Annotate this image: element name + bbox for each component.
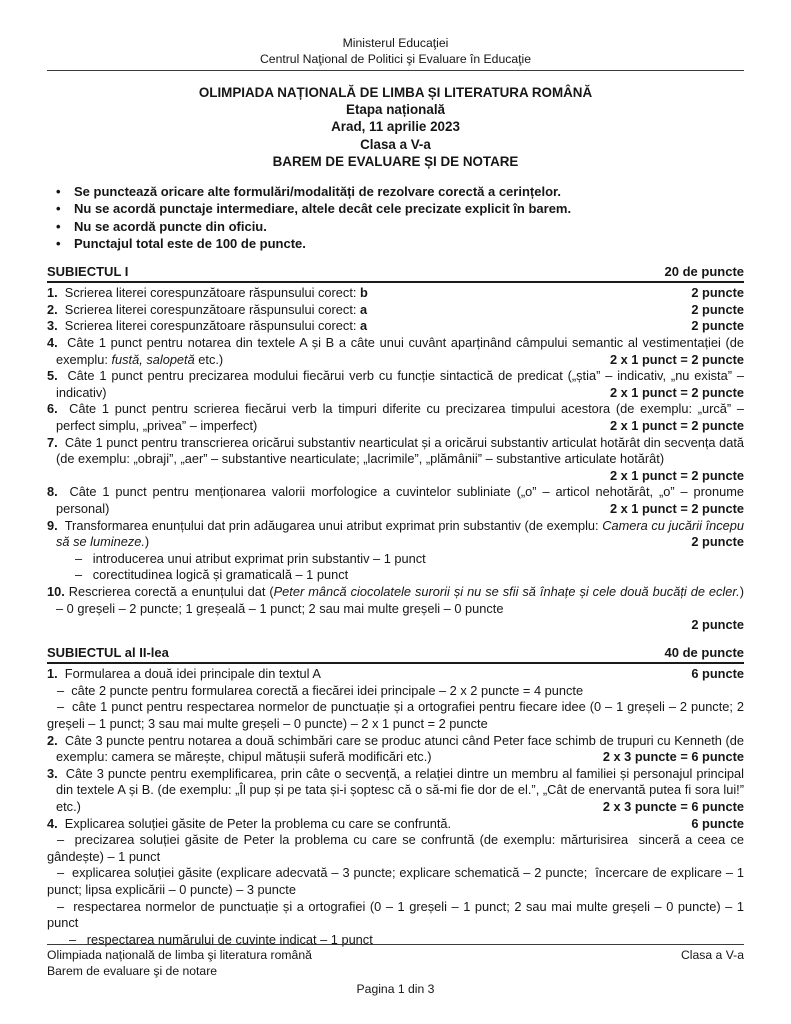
doc-line: [47, 899, 744, 932]
text-segment: – precizarea soluției găsite de Peter la problema cu care se confruntă (de exemplu: mărturisirea sinceră a ceea ce gândește) – 1 punct: [47, 832, 744, 864]
footer-olympiad-label: Olimpiada națională de limba şi literatura română: [47, 948, 312, 962]
bullet-icon: •: [56, 218, 61, 234]
title-line: Clasa a V-a: [360, 136, 431, 152]
document-footer: [47, 944, 744, 998]
text-segment: 5.: [47, 368, 58, 384]
title-block: [47, 84, 744, 170]
text-segment: Câte 1 punct pentru precizarea modului fiecărui verb cu funcție sintactică de predicat („știa” – indicativ, „nu exista” – indicativ): [56, 368, 744, 400]
ministry-line: Ministerul Educaţiei: [342, 36, 449, 50]
points-value: 2 x 3 puncte = 6 puncte: [602, 799, 744, 815]
bullet-icon: •: [56, 184, 61, 200]
text-segment: Câte 1 punct pentru notarea din textele A și B a câte unui cuvânt aparținând câmpului semantic al vestimentației (de exemplu:: [56, 335, 744, 367]
header-divider: [47, 70, 744, 71]
points-value: 2 x 1 punct = 2 puncte: [609, 467, 744, 483]
text-segment: – corectitudinea logică și gramaticală – 1 punct: [75, 567, 349, 583]
text-segment: – respectarea numărului de cuvinte indicat – 1 punct: [69, 931, 373, 947]
page-number: Pagina 1 din 3: [356, 982, 435, 996]
doc-line: [47, 733, 744, 766]
doc-line: [47, 567, 744, 584]
general-rules-list: [47, 183, 744, 253]
text-segment: etc.): [194, 351, 224, 367]
rule-item: [47, 200, 744, 217]
points-value: 2 puncte: [691, 301, 744, 317]
text-segment: 3.: [47, 765, 58, 781]
points-value: 2 puncte: [691, 534, 744, 550]
doc-line: [47, 766, 744, 816]
title-line: BAREM DE EVALUARE ȘI DE NOTARE: [272, 153, 519, 169]
text-segment: 2 puncte: [691, 617, 744, 633]
text-segment: Transformarea enunțului dat prin adăugarea unui atribut exprimat prin substantiv (de exemplu:: [57, 517, 603, 533]
title-line: Arad, 11 aprilie 2023: [331, 119, 460, 135]
text-segment: Rescrierea corectă a enunțului dat (: [64, 583, 274, 599]
doc-line: [47, 435, 744, 485]
text-segment: fustă, salopetă: [111, 351, 195, 367]
doc-line: [47, 832, 744, 865]
center-line: Centrul Naţional de Politici şi Evaluare în Educaţie: [260, 51, 531, 66]
doc-line: [47, 617, 744, 634]
text-segment: Scrierea literei corespunzătoare răspunsului corect:: [57, 285, 360, 301]
text-segment: 8.: [47, 484, 58, 500]
section-points: 40 de puncte: [664, 644, 744, 660]
text-segment: Camera cu jucării începu să se lumineze.: [56, 517, 744, 550]
rule-text: Se punctează oricare alte formulări/modalități de rezolvare corectă a cerințelor.: [74, 184, 561, 200]
doc-line: [47, 285, 744, 302]
text-segment: 10.: [47, 583, 65, 599]
text-segment: Câte 3 puncte pentru exemplificarea, prin câte o secvență, a relației dintre un membru al familiei și personajul principal din textele A și B. (de exemplu: „Îl pup și pe tata și-i șoptesc că o să-mi fie dor de el.”, „Cât de enervantă putea fi sora lui!” etc.): [56, 765, 744, 815]
text-segment: 4.: [47, 815, 58, 831]
document-header: [47, 36, 744, 67]
section-points: 20 de puncte: [664, 263, 744, 279]
text-segment: 2.: [47, 301, 58, 317]
text-segment: Câte 3 puncte pentru notarea a două schimbări care se produc atunci când Peter face schimb de trupuri cu Kenneth (de exemplu: camera se mărește, chipul mătușii suferă modificări etc.): [56, 732, 744, 765]
rule-text: Punctajul total este de 100 de puncte.: [74, 236, 306, 252]
text-segment: – câte 1 punct pentru respectarea normelor de punctuație și a ortografiei pentru fiecare idee (0 – 1 greșeli – 2 puncte; 2 greșeli – 1 punct; 3 sau mai multe greșeli – 0 puncte) – 2 x 1 punct = 2 puncte: [47, 699, 744, 732]
text-segment: a: [359, 318, 368, 334]
doc-line: [47, 666, 744, 683]
points-value: 2 x 1 punct = 2 puncte: [609, 384, 744, 400]
text-segment: a: [359, 301, 368, 317]
text-segment: Peter mâncă ciocolatele surorii și nu se sfii să înhațe și cele două bucăți de ecler.: [273, 583, 740, 599]
rule-item: [47, 218, 744, 235]
title-line: OLIMPIADA NAȚIONALĂ DE LIMBA ȘI LITERATURA ROMÂNĂ: [198, 85, 593, 100]
text-segment: ): [144, 534, 150, 550]
text-segment: Câte 1 punct pentru transcrierea oricărui substantiv nearticulat și a oricărui substantiv articulat hotărât din secvența dată (de exemplu: „obraji”, „aer” – substantive nearticulate; „lacrimile”, „plămânii” – substantive articulate hotărât): [56, 434, 744, 467]
doc-line: [47, 401, 744, 434]
text-segment: 1.: [47, 285, 58, 301]
title-line: Etapa națională: [346, 102, 445, 118]
section-heading: [47, 264, 744, 284]
doc-line: [47, 518, 744, 551]
doc-line: [47, 865, 744, 898]
text-segment: 9.: [47, 517, 58, 533]
text-segment: 1.: [47, 666, 58, 682]
points-value: 2 x 1 punct = 2 puncte: [609, 417, 744, 433]
doc-line: [47, 335, 744, 368]
section-title: SUBIECTUL al II-lea: [47, 644, 169, 660]
points-value: 2 x 3 puncte = 6 puncte: [602, 749, 744, 765]
points-value: 2 x 1 punct = 2 puncte: [609, 351, 744, 367]
text-segment: 2.: [47, 732, 58, 748]
doc-line: [47, 368, 744, 401]
footer-barem-label: Barem de evaluare şi de notare: [47, 963, 218, 978]
text-segment: – câte 2 puncte pentru formularea corectă a fiecărei idei principale – 2 x 2 puncte = 4 puncte: [57, 682, 584, 698]
text-segment: 4.: [47, 335, 58, 351]
bullet-icon: •: [56, 201, 61, 217]
doc-line: [47, 484, 744, 517]
rule-text: Nu se acordă puncte din oficiu.: [74, 218, 267, 234]
section-heading: [47, 645, 744, 665]
footer-left: [47, 948, 312, 979]
text-segment: – respectarea normelor de punctuație și a ortografiei (0 – 1 greșeli – 1 punct; 2 sau mai multe greșeli – 0 puncte) – 1 punct: [47, 898, 744, 931]
text-segment: – explicarea soluției găsite (explicare adecvată – 3 puncte; explicare schematică – 2 puncte; încercare de explicare – 1 punct; lipsa explicării – 0 puncte) – 3 puncte: [47, 865, 744, 898]
rule-text: Nu se acordă punctaje intermediare, altele decât cele precizate explicit în barem.: [74, 201, 572, 217]
text-segment: 3.: [47, 318, 58, 334]
bullet-icon: •: [56, 236, 61, 252]
points-value: 6 puncte: [691, 815, 744, 831]
footer-row: [47, 948, 744, 979]
text-segment: b: [359, 285, 368, 301]
document-body: [47, 264, 744, 949]
text-segment: – introducerea unui atribut exprimat prin substantiv – 1 punct: [75, 550, 426, 566]
doc-line: [47, 584, 744, 617]
rule-item: [47, 183, 744, 200]
text-segment: 7.: [47, 434, 58, 450]
footer-class-label: Clasa a V-a: [680, 948, 744, 962]
points-value: 2 x 1 punct = 2 puncte: [609, 500, 744, 516]
text-segment: Explicarea soluției găsite de Peter la problema cu care se confruntă.: [57, 815, 452, 831]
doc-line: [47, 699, 744, 732]
points-value: 2 puncte: [691, 318, 744, 334]
text-segment: Scrierea literei corespunzătoare răspunsului corect:: [57, 318, 360, 334]
points-value: 6 puncte: [691, 666, 744, 682]
footer-divider: [47, 944, 744, 945]
doc-line: [47, 318, 744, 335]
text-segment: ) – 0 greșeli – 2 puncte; 1 greșeală – 1 punct; 2 sau mai multe greșeli – 0 puncte: [56, 583, 744, 616]
points-value: 2 puncte: [691, 285, 744, 301]
doc-line: [47, 816, 744, 833]
text-segment: 6.: [47, 401, 58, 417]
doc-line: [47, 551, 744, 568]
rule-item: [47, 235, 744, 252]
doc-line: [47, 302, 744, 319]
text-segment: Formularea a două idei principale din textul A: [57, 666, 321, 682]
doc-line: [47, 683, 744, 700]
text-segment: Câte 1 punct pentru scrierea fiecărui verb la timpuri diferite cu precizarea timpului acestora (de exemplu: „urcă” – perfect simplu, „privea” – imperfect): [56, 401, 744, 433]
section-title: SUBIECTUL I: [47, 263, 129, 279]
text-segment: Scrierea literei corespunzătoare răspunsului corect:: [57, 301, 360, 317]
text-segment: Câte 1 punct pentru menționarea valorii morfologice a cuvintelor subliniate („o” – articol nehotărât, „o” – pronume personal): [56, 484, 744, 516]
